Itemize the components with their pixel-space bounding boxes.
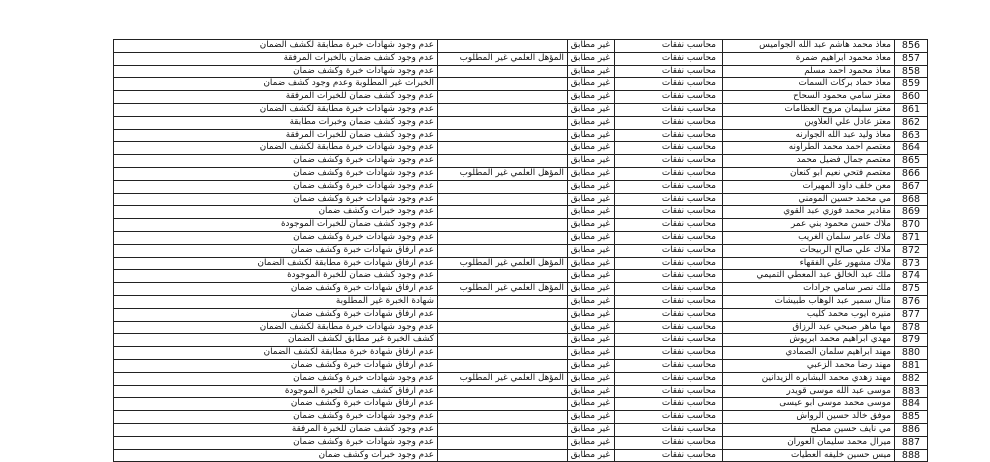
job-title-cell: محاسب نفقات — [615, 359, 723, 372]
match-status-cell: غير مطابق — [568, 116, 615, 129]
match-status-cell: غير مطابق — [568, 385, 615, 398]
rejection-reason-cell: عدم وجود كشف ضمان وخبرات مطابقة — [114, 116, 438, 129]
job-title-cell: محاسب نفقات — [615, 347, 723, 360]
rejection-reason-cell: عدم وجود خبرات وكشف ضمان — [114, 449, 438, 462]
rejection-reason-cell: عدم وجود شهادات خبرة وكشف ضمان — [114, 411, 438, 424]
match-status-cell: غير مطابق — [568, 193, 615, 206]
qualification-note-cell — [438, 116, 568, 129]
qualification-note-cell — [438, 334, 568, 347]
applicant-name-cell: منال سمير عبد الوهاب طبيشات — [723, 295, 895, 308]
rejection-reason-cell: عدم وجود كشف ضمان للخبرات الموجودة — [114, 219, 438, 232]
table-row — [114, 308, 928, 321]
table-row — [114, 334, 928, 347]
qualification-note-cell: المؤهل العلمي غير المطلوب — [438, 167, 568, 180]
job-title-cell: محاسب نفقات — [615, 321, 723, 334]
row-number-cell: 877 — [895, 308, 928, 321]
qualification-note-cell — [438, 270, 568, 283]
job-title-cell: محاسب نفقات — [615, 244, 723, 257]
table-row — [114, 155, 928, 168]
job-title-cell: محاسب نفقات — [615, 283, 723, 296]
table-row — [114, 385, 928, 398]
qualification-note-cell — [438, 411, 568, 424]
rejection-reason-cell: عدم ارفاق شهادات خبرة وكشف ضمان — [114, 308, 438, 321]
table-row — [114, 40, 928, 53]
qualification-note-cell — [438, 129, 568, 142]
job-title-cell: محاسب نفقات — [615, 167, 723, 180]
row-number-cell: 860 — [895, 91, 928, 104]
table-row — [114, 257, 928, 270]
row-number-cell: 863 — [895, 129, 928, 142]
match-status-cell: غير مطابق — [568, 257, 615, 270]
table-body — [114, 40, 928, 462]
table-row — [114, 231, 928, 244]
table-row — [114, 206, 928, 219]
row-number-cell: 886 — [895, 423, 928, 436]
applicant-name-cell: مهند ابراهيم سلمان الصمادي — [723, 347, 895, 360]
match-status-cell: غير مطابق — [568, 295, 615, 308]
job-title-cell: محاسب نفقات — [615, 219, 723, 232]
rejection-reason-cell: عدم وجود شهادات خبرة مطابقة لكشف الضمان — [114, 142, 438, 155]
table-row — [114, 423, 928, 436]
qualification-note-cell — [438, 206, 568, 219]
rejection-reason-cell: عدم وجود كشف ضمان للخبرة الموجودة — [114, 270, 438, 283]
applicant-name-cell: موسى عبد الله موسى قويدر — [723, 385, 895, 398]
applicant-name-cell: معاذ حماد بركات السمات — [723, 78, 895, 91]
row-number-cell: 876 — [895, 295, 928, 308]
applicant-name-cell: معتصم جمال فضيل محمد — [723, 155, 895, 168]
match-status-cell: غير مطابق — [568, 231, 615, 244]
applicants-table — [113, 39, 928, 462]
job-title-cell: محاسب نفقات — [615, 270, 723, 283]
applicant-name-cell: ملك عبد الخالق عبد المعطي التميمي — [723, 270, 895, 283]
row-number-cell: 873 — [895, 257, 928, 270]
table-row — [114, 436, 928, 449]
rejection-reason-cell: الخبرات غير المطلوبة وعدم وجود كشف ضمان — [114, 78, 438, 91]
match-status-cell: غير مطابق — [568, 244, 615, 257]
table-row — [114, 359, 928, 372]
job-title-cell: محاسب نفقات — [615, 436, 723, 449]
rejection-reason-cell: كشف الخبرة غير مطابق لكشف الضمان — [114, 334, 438, 347]
rejection-reason-cell: عدم وجود كشف ضمان للخبرات المرفقة — [114, 129, 438, 142]
match-status-cell: غير مطابق — [568, 142, 615, 155]
applicant-name-cell: معتز سامي محمود السحاح — [723, 91, 895, 104]
table-row — [114, 219, 928, 232]
applicant-name-cell: معاذ محمد هاشم عبد الله الجواميس — [723, 40, 895, 53]
table-row — [114, 321, 928, 334]
match-status-cell: غير مطابق — [568, 398, 615, 411]
row-number-cell: 872 — [895, 244, 928, 257]
match-status-cell: غير مطابق — [568, 423, 615, 436]
job-title-cell: محاسب نفقات — [615, 91, 723, 104]
qualification-note-cell — [438, 385, 568, 398]
match-status-cell: غير مطابق — [568, 372, 615, 385]
rejection-reason-cell: عدم وجود كشف ضمان للخبرة المرفقة — [114, 423, 438, 436]
job-title-cell: محاسب نفقات — [615, 423, 723, 436]
row-number-cell: 869 — [895, 206, 928, 219]
job-title-cell: محاسب نفقات — [615, 257, 723, 270]
match-status-cell: غير مطابق — [568, 65, 615, 78]
match-status-cell: غير مطابق — [568, 308, 615, 321]
applicant-name-cell: مقادير محمد فوزي عبد القوي — [723, 206, 895, 219]
qualification-note-cell — [438, 40, 568, 53]
rejection-reason-cell: عدم وجود شهادات خبرة مطابقة لكشف الضمان — [114, 40, 438, 53]
rejection-reason-cell: عدم وجود كشف ضمان بالخبرات المرفقة — [114, 52, 438, 65]
rejection-reason-cell: عدم وجود شهادات خبرة وكشف ضمان — [114, 167, 438, 180]
rejection-reason-cell: عدم وجود كشف ضمان للخبرات المرفقة — [114, 91, 438, 104]
job-title-cell: محاسب نفقات — [615, 449, 723, 462]
row-number-cell: 879 — [895, 334, 928, 347]
table-row — [114, 449, 928, 462]
match-status-cell: غير مطابق — [568, 180, 615, 193]
row-number-cell: 874 — [895, 270, 928, 283]
rejection-reason-cell: عدم وجود شهادات خبرة وكشف ضمان — [114, 372, 438, 385]
qualification-note-cell — [438, 359, 568, 372]
match-status-cell: غير مطابق — [568, 52, 615, 65]
applicant-name-cell: مهند زهدي محمد البشابره الزيدانين — [723, 372, 895, 385]
job-title-cell: محاسب نفقات — [615, 372, 723, 385]
table-row — [114, 91, 928, 104]
match-status-cell: غير مطابق — [568, 155, 615, 168]
job-title-cell: محاسب نفقات — [615, 52, 723, 65]
row-number-cell: 861 — [895, 103, 928, 116]
qualification-note-cell — [438, 78, 568, 91]
row-number-cell: 862 — [895, 116, 928, 129]
row-number-cell: 868 — [895, 193, 928, 206]
table-row — [114, 65, 928, 78]
job-title-cell: محاسب نفقات — [615, 180, 723, 193]
match-status-cell: غير مطابق — [568, 219, 615, 232]
applicant-name-cell: مهند رضا محمد الزعبي — [723, 359, 895, 372]
table-row — [114, 78, 928, 91]
applicant-name-cell: ميرال محمد سليمان العوران — [723, 436, 895, 449]
applicant-name-cell: منيره ايوب محمد كليب — [723, 308, 895, 321]
row-number-cell: 880 — [895, 347, 928, 360]
qualification-note-cell — [438, 398, 568, 411]
match-status-cell: غير مطابق — [568, 270, 615, 283]
row-number-cell: 883 — [895, 385, 928, 398]
match-status-cell: غير مطابق — [568, 91, 615, 104]
qualification-note-cell: المؤهل العلمي غير المطلوب — [438, 52, 568, 65]
row-number-cell: 865 — [895, 155, 928, 168]
qualification-note-cell: المؤهل العلمي غير المطلوب — [438, 257, 568, 270]
rejection-reason-cell: عدم وجود شهادات خبرة مطابقة لكشف الضمان — [114, 321, 438, 334]
job-title-cell: محاسب نفقات — [615, 78, 723, 91]
table-row — [114, 180, 928, 193]
match-status-cell: غير مطابق — [568, 129, 615, 142]
applicant-name-cell: معتصم فتحي نعيم ابو كنعان — [723, 167, 895, 180]
qualification-note-cell — [438, 308, 568, 321]
row-number-cell: 884 — [895, 398, 928, 411]
job-title-cell: محاسب نفقات — [615, 231, 723, 244]
applicant-name-cell: معاذ محمود احمد مسلم — [723, 65, 895, 78]
rejection-reason-cell: عدم وجود شهادات خبرة وكشف ضمان — [114, 436, 438, 449]
match-status-cell: غير مطابق — [568, 103, 615, 116]
applicant-name-cell: ملك نصر سامي جرادات — [723, 283, 895, 296]
match-status-cell: غير مطابق — [568, 436, 615, 449]
applicant-name-cell: معاذ محمود ابراهيم ضمرة — [723, 52, 895, 65]
job-title-cell: محاسب نفقات — [615, 40, 723, 53]
applicant-name-cell: مي محمد حسين المومني — [723, 193, 895, 206]
match-status-cell: غير مطابق — [568, 78, 615, 91]
match-status-cell: غير مطابق — [568, 449, 615, 462]
table-row — [114, 270, 928, 283]
rejection-reason-cell: عدم ارفاق شهادات خبرة وكشف ضمان — [114, 359, 438, 372]
job-title-cell: محاسب نفقات — [615, 116, 723, 129]
rejection-reason-cell: عدم وجود شهادات خبرة وكشف ضمان — [114, 193, 438, 206]
qualification-note-cell — [438, 193, 568, 206]
table-row — [114, 347, 928, 360]
job-title-cell: محاسب نفقات — [615, 411, 723, 424]
match-status-cell: غير مطابق — [568, 411, 615, 424]
match-status-cell: غير مطابق — [568, 347, 615, 360]
row-number-cell: 856 — [895, 40, 928, 53]
qualification-note-cell — [438, 244, 568, 257]
qualification-note-cell — [438, 436, 568, 449]
table-row — [114, 283, 928, 296]
table-row — [114, 167, 928, 180]
qualification-note-cell — [438, 91, 568, 104]
qualification-note-cell — [438, 321, 568, 334]
job-title-cell: محاسب نفقات — [615, 206, 723, 219]
match-status-cell: غير مطابق — [568, 321, 615, 334]
job-title-cell: محاسب نفقات — [615, 385, 723, 398]
row-number-cell: 870 — [895, 219, 928, 232]
rejection-reason-cell: عدم وجود شهادات خبرة وكشف ضمان — [114, 180, 438, 193]
job-title-cell: محاسب نفقات — [615, 334, 723, 347]
row-number-cell: 858 — [895, 65, 928, 78]
row-number-cell: 882 — [895, 372, 928, 385]
table-row — [114, 398, 928, 411]
job-title-cell: محاسب نفقات — [615, 308, 723, 321]
row-number-cell: 878 — [895, 321, 928, 334]
applicant-name-cell: مها ماهر صبحي عبد الرزاق — [723, 321, 895, 334]
match-status-cell: غير مطابق — [568, 40, 615, 53]
applicant-name-cell: ملاك حسن محمود بني عمر — [723, 219, 895, 232]
rejection-reason-cell: عدم وجود خبرات وكشف ضمان — [114, 206, 438, 219]
qualification-note-cell: المؤهل العلمي غير المطلوب — [438, 372, 568, 385]
row-number-cell: 888 — [895, 449, 928, 462]
row-number-cell: 866 — [895, 167, 928, 180]
match-status-cell: غير مطابق — [568, 283, 615, 296]
qualification-note-cell — [438, 295, 568, 308]
applicant-name-cell: معاذ وليد عبد الله الجوارنه — [723, 129, 895, 142]
match-status-cell: غير مطابق — [568, 206, 615, 219]
table-row — [114, 116, 928, 129]
applicant-name-cell: معتز عادل علي العلاوين — [723, 116, 895, 129]
match-status-cell: غير مطابق — [568, 167, 615, 180]
row-number-cell: 864 — [895, 142, 928, 155]
match-status-cell: غير مطابق — [568, 334, 615, 347]
applicant-name-cell: معن خلف داود المهيرات — [723, 180, 895, 193]
rejection-reason-cell: عدم ارفاق شهادات خبرة وكشف ضمان — [114, 398, 438, 411]
job-title-cell: محاسب نفقات — [615, 129, 723, 142]
qualification-note-cell — [438, 103, 568, 116]
qualification-note-cell — [438, 231, 568, 244]
job-title-cell: محاسب نفقات — [615, 155, 723, 168]
applicant-name-cell: مي نايف حسين مصلح — [723, 423, 895, 436]
applicant-name-cell: معتصم احمد محمد الطراونه — [723, 142, 895, 155]
row-number-cell: 887 — [895, 436, 928, 449]
applicant-name-cell: مهدي ابراهيم محمد ابريوش — [723, 334, 895, 347]
qualification-note-cell — [438, 347, 568, 360]
rejection-reason-cell: عدم وجود شهادات خبرة وكشف ضمان — [114, 155, 438, 168]
table-row — [114, 193, 928, 206]
row-number-cell: 857 — [895, 52, 928, 65]
table-row — [114, 295, 928, 308]
qualification-note-cell — [438, 155, 568, 168]
job-title-cell: محاسب نفقات — [615, 103, 723, 116]
table-row — [114, 142, 928, 155]
row-number-cell: 859 — [895, 78, 928, 91]
match-status-cell: غير مطابق — [568, 359, 615, 372]
applicant-name-cell: ميس حسين خليفه العطيات — [723, 449, 895, 462]
table-row — [114, 103, 928, 116]
row-number-cell: 871 — [895, 231, 928, 244]
rejection-reason-cell: عدم ارفاق شهادة خبرة مطابقة لكشف الضمان — [114, 347, 438, 360]
applicant-name-cell: ملاك مشهور علي الفقهاء — [723, 257, 895, 270]
row-number-cell: 867 — [895, 180, 928, 193]
table-row — [114, 244, 928, 257]
qualification-note-cell: المؤهل العلمي غير المطلوب — [438, 283, 568, 296]
rejection-reason-cell: عدم وجود شهادات خبرة وكشف ضمان — [114, 231, 438, 244]
rejection-reason-cell: عدم وجود شهادات خبرة مطابقة لكشف الضمان — [114, 103, 438, 116]
row-number-cell: 875 — [895, 283, 928, 296]
applicant-name-cell: موفق خالد حسين الرواش — [723, 411, 895, 424]
job-title-cell: محاسب نفقات — [615, 398, 723, 411]
job-title-cell: محاسب نفقات — [615, 193, 723, 206]
table-row — [114, 52, 928, 65]
job-title-cell: محاسب نفقات — [615, 295, 723, 308]
qualification-note-cell — [438, 65, 568, 78]
rejection-reason-cell: عدم وجود شهادات خبرة وكشف ضمان — [114, 65, 438, 78]
rejection-reason-cell: عدم ارفاق شهادات خبرة وكشف ضمان — [114, 283, 438, 296]
row-number-cell: 885 — [895, 411, 928, 424]
qualification-note-cell — [438, 142, 568, 155]
applicant-name-cell: موسى محمد موسى ابو عيسى — [723, 398, 895, 411]
table-row — [114, 411, 928, 424]
qualification-note-cell — [438, 423, 568, 436]
applicant-name-cell: ملاك عامر سلمان الغريب — [723, 231, 895, 244]
row-number-cell: 881 — [895, 359, 928, 372]
table-row — [114, 372, 928, 385]
qualification-note-cell — [438, 219, 568, 232]
rejection-reason-cell: شهادة الخبرة غير المطلوبة — [114, 295, 438, 308]
rejection-reason-cell: عدم ارفاق شهادات خبرة مطابقة لكشف الضمان — [114, 257, 438, 270]
applicant-name-cell: معتز سليمان مروح العظامات — [723, 103, 895, 116]
rejection-reason-cell: عدم ارفاق شهادات خبرة وكشف ضمان — [114, 244, 438, 257]
applicant-name-cell: ملاك علي صالح الربيحات — [723, 244, 895, 257]
job-title-cell: محاسب نفقات — [615, 65, 723, 78]
qualification-note-cell — [438, 449, 568, 462]
rejection-reason-cell: عدم ارفاق كشف ضمان للخبرة الموجودة — [114, 385, 438, 398]
table-row — [114, 129, 928, 142]
qualification-note-cell — [438, 180, 568, 193]
job-title-cell: محاسب نفقات — [615, 142, 723, 155]
